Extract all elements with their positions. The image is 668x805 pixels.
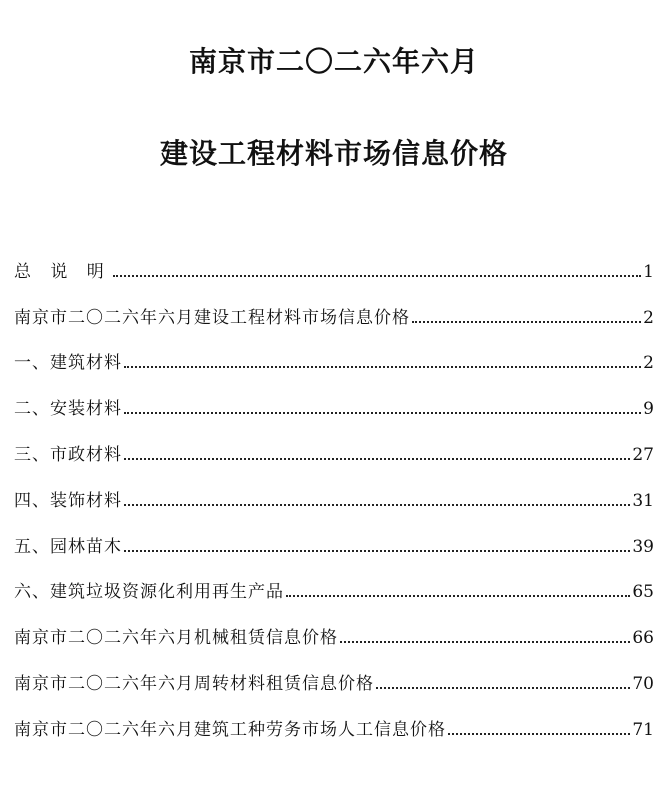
toc-dot-leader	[340, 641, 630, 643]
toc-dot-leader	[124, 412, 641, 414]
toc-dot-leader	[124, 366, 641, 368]
toc-page-number: 2	[643, 353, 654, 374]
toc-page-number: 1	[643, 261, 654, 282]
toc-page-number: 66	[632, 628, 654, 649]
toc-entry-label: 五、园林苗木	[14, 536, 122, 557]
toc-entry-installation-materials[interactable]	[14, 381, 654, 427]
toc-entry-label: 南京市二〇二六年六月机械租赁信息价格	[14, 628, 338, 649]
toc-dot-leader	[124, 504, 630, 506]
toc-entry-recycled-products[interactable]	[14, 565, 654, 611]
toc-dot-leader	[113, 275, 641, 277]
toc-dot-leader	[412, 321, 641, 323]
toc-page-number: 71	[632, 719, 654, 740]
toc-page-number: 27	[632, 444, 654, 465]
toc-entry-labor-prices[interactable]	[14, 702, 654, 748]
toc-entry-label: 四、装饰材料	[14, 490, 122, 511]
toc-entry-turnover-materials-rental[interactable]	[14, 656, 654, 702]
toc-dot-leader	[376, 687, 630, 689]
toc-entry-municipal-materials[interactable]	[14, 427, 654, 473]
toc-page-number: 31	[632, 490, 654, 511]
toc-page-number: 2	[643, 307, 654, 328]
toc-entry-landscape-seedlings[interactable]	[14, 519, 654, 565]
document-title-line1: 南京市二〇二六年六月	[188, 45, 479, 78]
toc-entry-label: 六、建筑垃圾资源化利用再生产品	[14, 582, 284, 603]
toc-dot-leader	[286, 595, 630, 597]
toc-page-number: 9	[643, 399, 654, 420]
toc-dot-leader	[448, 733, 630, 735]
table-of-contents	[14, 244, 654, 748]
toc-dot-leader	[124, 550, 630, 552]
toc-entry-label: 一、建筑材料	[14, 353, 122, 374]
toc-entry-label: 南京市二〇二六年六月建设工程材料市场信息价格	[14, 307, 410, 328]
toc-entry-label: 南京市二〇二六年六月周转材料租赁信息价格	[14, 673, 374, 694]
toc-entry-material-prices[interactable]	[14, 290, 654, 336]
toc-entry-label: 二、安装材料	[14, 399, 122, 420]
toc-dot-leader	[124, 458, 630, 460]
toc-page-number: 65	[632, 582, 654, 603]
toc-entry-building-materials[interactable]	[14, 336, 654, 382]
toc-entry-label: 三、市政材料	[14, 444, 122, 465]
toc-entry-general-notes[interactable]	[14, 244, 654, 290]
toc-entry-label: 南京市二〇二六年六月建筑工种劳务市场人工信息价格	[14, 719, 446, 740]
toc-page-number: 70	[632, 673, 654, 694]
toc-entry-label: 总 说 明	[14, 261, 111, 282]
toc-entry-decoration-materials[interactable]	[14, 473, 654, 519]
toc-page-number: 39	[632, 536, 654, 557]
document-title-line2: 建设工程材料市场信息价格	[159, 137, 508, 170]
toc-entry-machinery-rental[interactable]	[14, 610, 654, 656]
